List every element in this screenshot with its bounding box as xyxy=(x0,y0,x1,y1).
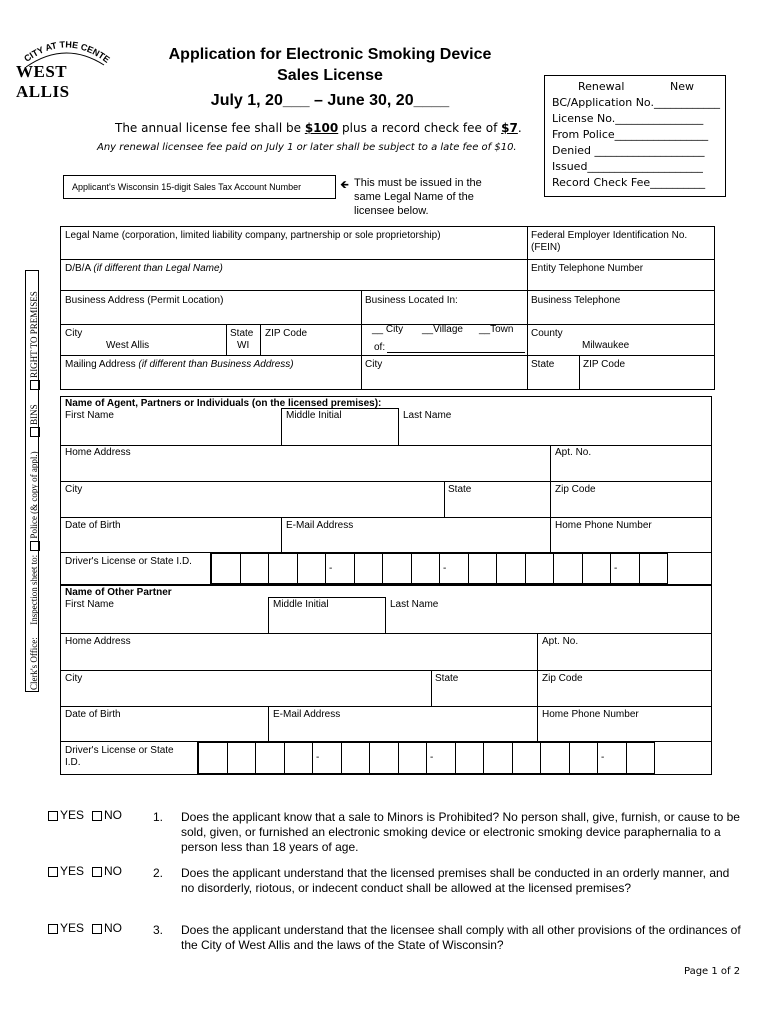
fee-pre: The annual license fee shall be xyxy=(115,121,305,135)
tax-note: This must be issued in the same Legal Name of the licensee below. xyxy=(354,177,482,217)
sidebar-frame xyxy=(25,270,39,692)
located-city-option[interactable]: __ City xyxy=(372,324,404,335)
dl-digit-box[interactable] xyxy=(369,742,399,774)
partner-home-address-field[interactable]: Home Address xyxy=(65,636,131,647)
partner-state-field[interactable]: State xyxy=(435,673,459,684)
logo-arc-text: CITY AT THE CENTE xyxy=(22,39,112,65)
dl-digit-box[interactable] xyxy=(354,553,384,584)
title-line-2: Sales License xyxy=(277,67,383,84)
dba-label: D/B/A xyxy=(65,263,91,274)
city-logo xyxy=(12,36,118,101)
agent-zip-field[interactable]: Zip Code xyxy=(555,484,596,495)
dl-digit-box[interactable] xyxy=(540,742,570,774)
partner-apt-field[interactable]: Apt. No. xyxy=(542,636,579,647)
dl-digit-box[interactable] xyxy=(297,553,327,584)
dl-digit-box[interactable] xyxy=(455,742,485,774)
dl-digit-box[interactable] xyxy=(626,742,656,774)
question-text: Does the applicant understand that the licensed premises shall be conducted in an orderly manner, and no disorderly, riotous, or indecent conduct shall be allowed at the licensed premises? xyxy=(181,866,730,895)
dl-digit-box[interactable] xyxy=(525,553,555,584)
yes-label: YES xyxy=(60,921,85,935)
dl-digit-box[interactable] xyxy=(284,742,314,774)
dl-dash: - xyxy=(443,563,447,574)
agent-state-field[interactable]: State xyxy=(448,484,472,495)
dl-dash: - xyxy=(329,563,333,574)
fein-field[interactable]: Federal Employer Identification No. (FEIN) xyxy=(531,230,688,253)
agent-middle-initial-field[interactable]: Middle Initial xyxy=(286,410,342,421)
fee-amount: $100 xyxy=(304,121,339,135)
dl-digit-box[interactable] xyxy=(240,553,270,584)
arrow-left-icon: 🡸 xyxy=(340,179,349,191)
business-state-label: State xyxy=(230,328,254,339)
no-checkbox[interactable] xyxy=(92,867,102,877)
dba-note: (if different than Legal Name) xyxy=(93,263,223,274)
title-line-3: July 1, 20___ – June 30, 20____ xyxy=(210,92,450,109)
agent-phone-field[interactable]: Home Phone Number xyxy=(555,520,652,531)
dl-digit-box[interactable] xyxy=(639,553,669,584)
dl-digit-box[interactable] xyxy=(483,742,513,774)
question-answer xyxy=(46,864,122,878)
located-village-option[interactable]: __Village xyxy=(422,324,463,335)
dl-digit-box[interactable] xyxy=(582,553,612,584)
dl-digit-box[interactable] xyxy=(255,742,285,774)
entity-phone-field[interactable]: Entity Telephone Number xyxy=(531,263,644,274)
partner-email-field[interactable]: E-Mail Address xyxy=(273,709,341,720)
dl-digit-box[interactable] xyxy=(382,553,412,584)
question-number: 1. xyxy=(153,810,164,824)
partner-first-name-field[interactable]: First Name xyxy=(65,599,114,610)
dl-digit-box[interactable] xyxy=(198,742,228,774)
sales-tax-account-field[interactable] xyxy=(63,175,336,199)
dl-digit-box[interactable] xyxy=(268,553,298,584)
mailing-city-field[interactable]: City xyxy=(365,359,383,370)
agent-dl-label: Driver's License or State I.D. xyxy=(65,556,192,567)
located-of-line[interactable] xyxy=(387,352,525,353)
yes-checkbox[interactable] xyxy=(48,867,58,877)
partner-heading: Name of Other Partner xyxy=(65,587,172,598)
partner-last-name-field[interactable]: Last Name xyxy=(390,599,439,610)
office-use-box xyxy=(544,75,726,197)
record-check-fee[interactable]: Record Check Fee__________ xyxy=(552,176,706,189)
dl-dash: - xyxy=(430,752,434,763)
question-text: Does the applicant understand that the licensee shall comply with all other provisions of the ordinances of the City of West Allis and the laws of the State of Wisconsin? xyxy=(181,923,741,952)
agent-last-name-field[interactable]: Last Name xyxy=(403,410,452,421)
partner-dob-field[interactable]: Date of Birth xyxy=(65,709,121,720)
question-text: Does the applicant know that a sale to Minors is Prohibited? No person shall, give, furnish, or cause to be sold, given, or furnished an electronic smoking device or electronic smoking device paraphernalia to a person less than 18 years of age. xyxy=(181,810,740,854)
dl-digit-box[interactable] xyxy=(496,553,526,584)
partner-phone-field[interactable]: Home Phone Number xyxy=(542,709,639,720)
mailing-note: (if different than Business Address) xyxy=(138,359,294,370)
business-zip-field[interactable]: ZIP Code xyxy=(265,328,308,339)
partner-city-field[interactable]: City xyxy=(65,673,83,684)
new-label: New xyxy=(670,80,694,93)
dba-field[interactable] xyxy=(65,263,223,274)
agent-apt-field[interactable]: Apt. No. xyxy=(555,447,592,458)
dl-digit-box[interactable] xyxy=(211,553,241,584)
located-town-option[interactable]: __Town xyxy=(479,324,514,335)
business-address-field[interactable]: Business Address (Permit Location) xyxy=(65,295,224,306)
dl-digit-box[interactable] xyxy=(341,742,371,774)
bins-label: BINS xyxy=(29,404,39,425)
agent-heading: Name of Agent, Partners or Individuals (on the licensed premises): xyxy=(65,398,382,409)
dl-dash: - xyxy=(601,752,605,763)
dl-digit-box[interactable] xyxy=(597,742,627,774)
partner-zip-field[interactable]: Zip Code xyxy=(542,673,583,684)
logo-name: WEST ALLIS xyxy=(16,62,70,101)
question-number: 2. xyxy=(153,866,164,880)
dl-digit-box[interactable] xyxy=(610,553,640,584)
dl-digit-box[interactable] xyxy=(439,553,469,584)
business-city-value[interactable]: West Allis xyxy=(106,340,150,351)
dl-dash: - xyxy=(316,752,320,763)
dl-digit-box[interactable] xyxy=(426,742,456,774)
agent-city-field[interactable]: City xyxy=(65,484,83,495)
no-checkbox[interactable] xyxy=(92,924,102,934)
question-answer xyxy=(46,921,122,935)
inspection-label: Inspection sheet to: xyxy=(29,554,39,625)
dl-digit-box[interactable] xyxy=(512,742,542,774)
yes-checkbox[interactable] xyxy=(48,811,58,821)
question-answer xyxy=(46,808,122,822)
business-located-in-label: Business Located In: xyxy=(365,295,458,306)
business-phone-field[interactable]: Business Telephone xyxy=(531,295,621,306)
title-line-1: Application for Electronic Smoking Device xyxy=(168,46,492,63)
page-number: Page 1 of 2 xyxy=(684,966,741,977)
partner-dl-label: Driver's License or State I.D. xyxy=(65,745,174,768)
legal-name-field[interactable]: Legal Name (corporation, limited liability company, partnership or sole proprietorship) xyxy=(65,230,441,241)
county-label: County xyxy=(531,328,563,339)
renewal-label: Renewal xyxy=(578,80,625,93)
late-fee-note: Any renewal licensee fee paid on July 1 or later shall be subject to a late fee of $10. xyxy=(97,142,517,153)
denied[interactable]: Denied ____________________ xyxy=(552,144,705,157)
agent-dob-field[interactable]: Date of Birth xyxy=(65,520,121,531)
mailing-state-field[interactable]: State xyxy=(531,359,555,370)
page-title xyxy=(130,44,530,111)
from-police[interactable]: From Police_________________ xyxy=(552,128,709,141)
yes-label: YES xyxy=(60,864,85,878)
business-state-value[interactable]: WI xyxy=(237,340,250,351)
agent-home-address-field[interactable]: Home Address xyxy=(65,447,131,458)
police-label: Police (& copy of appl.) xyxy=(29,451,39,539)
bc-application-no[interactable]: BC/Application No.____________ xyxy=(552,96,720,109)
no-label: NO xyxy=(104,921,123,935)
mailing-label: Mailing Address xyxy=(65,359,136,370)
fee-end: . xyxy=(517,121,522,135)
dl-digit-box[interactable] xyxy=(411,553,441,584)
dl-digit-box[interactable] xyxy=(325,553,355,584)
business-city-label: City xyxy=(65,328,83,339)
located-of-label: of: xyxy=(374,342,386,353)
fee-line xyxy=(115,121,522,135)
no-checkbox[interactable] xyxy=(92,811,102,821)
no-label: NO xyxy=(104,808,123,822)
sales-tax-label: Applicant's Wisconsin 15-digit Sales Tax Account Number xyxy=(72,182,302,192)
fee-mid: plus a record check fee of xyxy=(338,121,502,135)
license-no[interactable]: License No.________________ xyxy=(552,112,704,125)
dl-dash: - xyxy=(614,563,618,574)
fee-check: $7 xyxy=(501,121,518,135)
yes-checkbox[interactable] xyxy=(48,924,58,934)
dl-digit-box[interactable] xyxy=(468,553,498,584)
dl-digit-box[interactable] xyxy=(553,553,583,584)
dl-digit-box[interactable] xyxy=(569,742,599,774)
dl-digit-box[interactable] xyxy=(312,742,342,774)
issued[interactable]: Issued_____________________ xyxy=(552,160,703,173)
premises-label: RIGHT TO PREMISES xyxy=(29,291,39,378)
dl-digit-box[interactable] xyxy=(227,742,257,774)
agent-email-field[interactable]: E-Mail Address xyxy=(286,520,354,531)
county-value[interactable]: Milwaukee xyxy=(582,340,630,351)
clerk-office-label: Clerk's Office: xyxy=(29,637,39,690)
agent-first-name-field[interactable]: First Name xyxy=(65,410,114,421)
mailing-address-field[interactable] xyxy=(65,359,294,370)
question-number: 3. xyxy=(153,923,164,937)
dl-digit-box[interactable] xyxy=(398,742,428,774)
yes-label: YES xyxy=(60,808,85,822)
no-label: NO xyxy=(104,864,123,878)
partner-middle-initial-field[interactable]: Middle Initial xyxy=(273,599,329,610)
mailing-zip-field[interactable]: ZIP Code xyxy=(583,359,626,370)
